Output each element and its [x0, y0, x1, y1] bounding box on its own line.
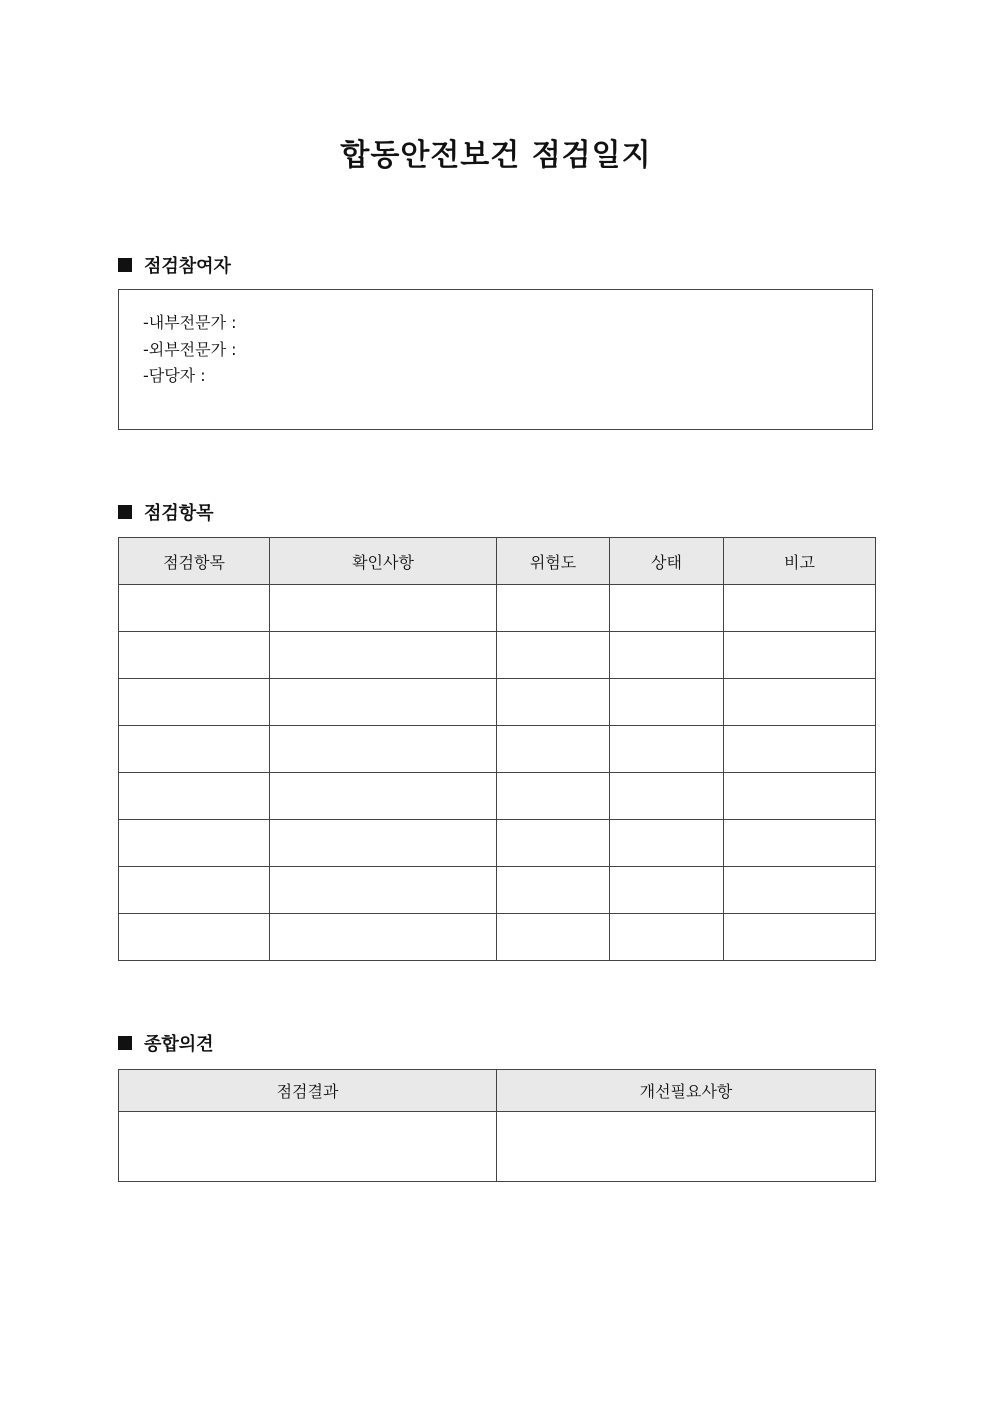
- status-cell[interactable]: [610, 773, 724, 820]
- remarks-cell[interactable]: [724, 914, 876, 961]
- improvement-cell[interactable]: [497, 1112, 876, 1182]
- remarks-cell[interactable]: [724, 726, 876, 773]
- item-cell[interactable]: [119, 820, 270, 867]
- status-cell[interactable]: [610, 726, 724, 773]
- risk-cell[interactable]: [497, 914, 610, 961]
- participant-line-internal-expert: -내부전문가 :: [143, 313, 237, 332]
- remarks-cell[interactable]: [724, 773, 876, 820]
- section-heading-summary: [118, 1031, 214, 1055]
- remarks-cell[interactable]: [724, 820, 876, 867]
- participant-line-external-expert: -외부전문가 :: [143, 339, 237, 359]
- column-header-improvement: 개선필요사항: [497, 1070, 876, 1112]
- check-cell[interactable]: [270, 773, 497, 820]
- column-header-status: 상태: [610, 538, 724, 585]
- square-bullet-icon: [118, 505, 132, 519]
- item-cell[interactable]: [119, 632, 270, 679]
- check-cell[interactable]: [270, 867, 497, 914]
- square-bullet-icon: [118, 1036, 132, 1050]
- risk-cell[interactable]: [497, 726, 610, 773]
- column-header-item: 점검항목: [119, 538, 270, 585]
- status-cell[interactable]: [610, 914, 724, 961]
- table-row: [119, 820, 876, 867]
- summary-table: [118, 1069, 876, 1182]
- table-row: [119, 867, 876, 914]
- risk-cell[interactable]: [497, 867, 610, 914]
- column-header-check: 확인사항: [270, 538, 497, 585]
- remarks-cell[interactable]: [724, 867, 876, 914]
- item-cell[interactable]: [119, 726, 270, 773]
- status-cell[interactable]: [610, 820, 724, 867]
- result-cell[interactable]: [119, 1112, 497, 1182]
- section-heading-participants: [118, 253, 231, 277]
- item-cell[interactable]: [119, 679, 270, 726]
- participants-box[interactable]: [118, 289, 873, 430]
- section-heading-label: 점검항목: [144, 503, 214, 524]
- item-cell[interactable]: [119, 867, 270, 914]
- column-header-result: 점검결과: [119, 1070, 497, 1112]
- risk-cell[interactable]: [497, 820, 610, 867]
- table-row: [119, 679, 876, 726]
- check-cell[interactable]: [270, 914, 497, 961]
- check-cell[interactable]: [270, 820, 497, 867]
- risk-cell[interactable]: [497, 773, 610, 820]
- table-row: [119, 726, 876, 773]
- section-heading-checklist: [118, 500, 214, 524]
- item-cell[interactable]: [119, 914, 270, 961]
- table-row: [119, 773, 876, 820]
- status-cell[interactable]: [610, 585, 724, 632]
- item-cell[interactable]: [119, 773, 270, 820]
- risk-cell[interactable]: [497, 585, 610, 632]
- table-header-row: [119, 538, 876, 585]
- remarks-cell[interactable]: [724, 632, 876, 679]
- status-cell[interactable]: [610, 632, 724, 679]
- table-row: [119, 914, 876, 961]
- risk-cell[interactable]: [497, 679, 610, 726]
- status-cell[interactable]: [610, 867, 724, 914]
- table-row: [119, 632, 876, 679]
- table-row: [119, 585, 876, 632]
- participant-line-manager: -담당자 :: [143, 366, 206, 385]
- column-header-remarks: 비고: [724, 538, 876, 585]
- column-header-risk: 위험도: [497, 538, 610, 585]
- risk-cell[interactable]: [497, 632, 610, 679]
- status-cell[interactable]: [610, 679, 724, 726]
- check-cell[interactable]: [270, 679, 497, 726]
- check-cell[interactable]: [270, 632, 497, 679]
- table-header-row: [119, 1070, 876, 1112]
- checklist-table: [118, 537, 876, 961]
- item-cell[interactable]: [119, 585, 270, 632]
- section-heading-label: 점검참여자: [144, 256, 231, 277]
- table-row: [119, 1112, 876, 1182]
- square-bullet-icon: [118, 258, 132, 272]
- check-cell[interactable]: [270, 726, 497, 773]
- section-heading-label: 종합의견: [144, 1034, 214, 1055]
- page-title: 합동안전보건 점검일지: [340, 138, 652, 173]
- remarks-cell[interactable]: [724, 679, 876, 726]
- check-cell[interactable]: [270, 585, 497, 632]
- remarks-cell[interactable]: [724, 585, 876, 632]
